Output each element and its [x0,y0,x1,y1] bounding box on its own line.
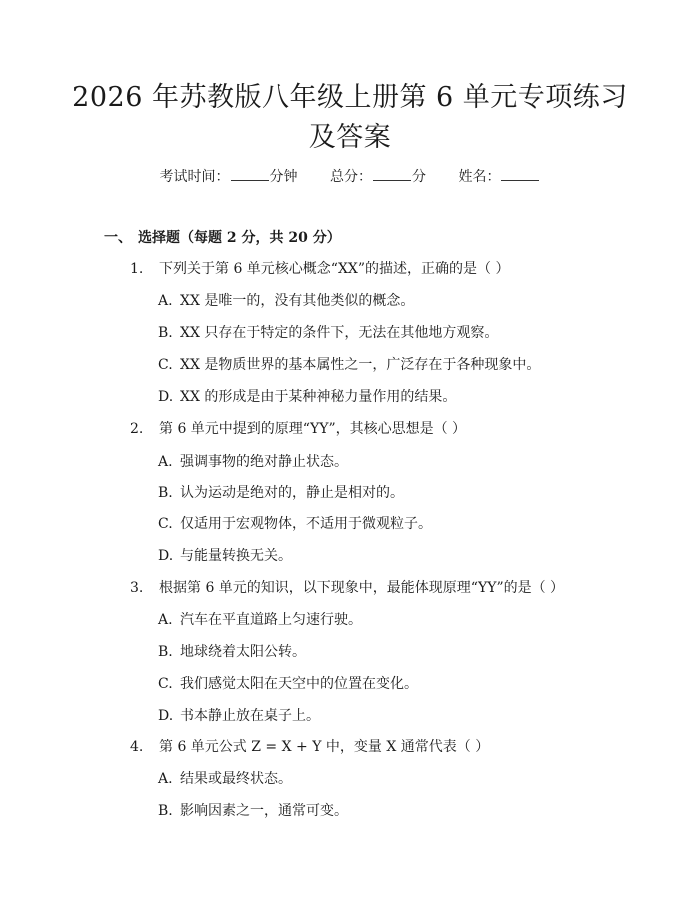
time-unit: 分钟 [269,169,298,185]
question-number: 4. [130,739,144,755]
option-letter: B. [158,325,173,341]
option-text: XX 的形成是由于某种神秘力量作用的结果。 [180,389,457,405]
option-letter: C. [158,516,173,532]
option-letter: D. [158,548,174,564]
document-title [60,78,640,158]
option-text: XX 是物质世界的基本属性之一，广泛存在于各种现象中。 [180,357,541,373]
name-label: 姓名： [458,169,501,185]
option-letter: B. [158,803,173,819]
option-2d [158,545,658,567]
option-text: 地球绕着太阳公转。 [180,644,306,660]
option-letter: C. [158,357,173,373]
score-unit: 分 [412,169,426,185]
score-label: 总分： [330,169,372,185]
option-letter: D. [158,708,174,724]
option-text: 强调事物的绝对静止状态。 [180,454,348,470]
section-number: 一、 [104,230,132,246]
option-3b [158,641,658,663]
option-1d [158,386,658,408]
option-2c [158,513,658,535]
question-text: 第 6 单元中提到的原理“YY”，其核心思想是（ ） [159,421,467,437]
option-text: 影响因素之一，通常可变。 [180,803,348,819]
question-text: 根据第 6 单元的知识，以下现象中，最能体现原理“YY”的是（ ） [159,580,565,596]
question-text: 第 6 单元公式 Z = X + Y 中，变量 X 通常代表（ ） [159,739,490,755]
option-1b [158,322,658,344]
option-text: XX 是唯一的，没有其他类似的概念。 [180,293,415,309]
option-text: 与能量转换无关。 [180,548,292,564]
option-letter: D. [158,389,174,405]
option-letter: A. [158,612,173,628]
option-text: 仅适用于宏观物体，不适用于微观粒子。 [180,516,432,532]
option-letter: B. [158,644,173,660]
option-letter: A. [158,454,173,470]
option-4b [158,800,658,822]
exam-time [160,166,298,188]
question-number: 1. [130,261,144,277]
question-number: 2. [130,421,144,437]
option-text: 认为运动是绝对的，静止是相对的。 [180,485,404,501]
option-text: 书本静止放在桌子上。 [180,708,320,724]
exam-score [330,166,426,188]
option-letter: B. [158,485,173,501]
time-blank [231,166,269,181]
question-number: 3. [130,580,144,596]
option-1c [158,354,658,376]
option-letter: A. [158,293,173,309]
option-3c [158,673,658,695]
question-3 [130,577,650,599]
option-1a [158,290,658,312]
section-heading [104,227,341,249]
option-4a [158,768,658,790]
option-text: 汽车在平直道路上匀速行驶。 [180,612,362,628]
option-letter: A. [158,771,173,787]
option-3d [158,705,658,727]
exam-name [458,166,540,188]
name-blank [501,166,539,181]
option-2a [158,451,658,473]
option-3a [158,609,658,631]
title-line-2: 及答案 [308,122,392,153]
question-1 [130,258,650,280]
section-title: 选择题（每题 2 分，共 20 分） [138,230,341,246]
question-2 [130,418,650,440]
option-2b [158,482,658,504]
score-blank [373,166,411,181]
exam-meta [0,166,700,188]
option-text: 结果或最终状态。 [180,771,292,787]
time-label: 考试时间： [159,169,230,185]
option-text: XX 只存在于特定的条件下，无法在其他地方观察。 [180,325,499,341]
option-text: 我们感觉太阳在天空中的位置在变化。 [180,676,418,692]
question-4 [130,736,650,758]
option-letter: C. [158,676,173,692]
question-text: 下列关于第 6 单元核心概念“XX”的描述，正确的是（ ） [159,261,510,277]
title-line-1: 2026 年苏教版八年级上册第 6 单元专项练习 [72,82,628,113]
